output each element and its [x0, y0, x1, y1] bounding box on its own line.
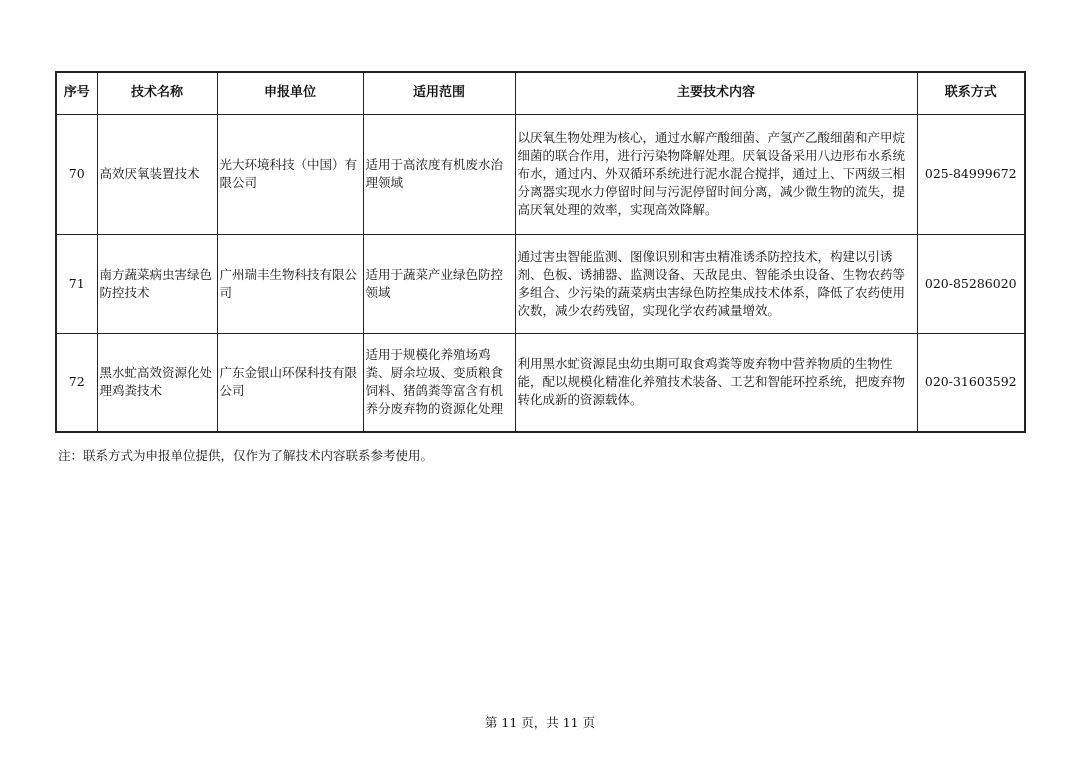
table-row: [56, 333, 1025, 432]
applicant-unit: 广东金银山环保科技有限公司: [217, 333, 363, 432]
table-note: 注：联系方式为申报单位提供，仅作为了解技术内容联系参考使用。: [58, 448, 434, 463]
page-footer: 第 11 页，共 11 页: [484, 715, 596, 730]
header-scope: 适用范围: [363, 72, 515, 114]
tech-content: 以厌氧生物处理为核心，通过水解产酸细菌、产氢产乙酸细菌和产甲烷细菌的联合作用，进行污染物降解处理。厌氧设备采用八边形布水系统布水，通过内、外双循环系统进行泥水混合搅拌，通过上、下两级三相分离器实现水力停留时间与污泥停留时间分离，减少微生物的流失，提高厌氧处理的效率，实现高效降解。: [515, 114, 917, 234]
technology-table: [55, 71, 1026, 433]
header-tech-name: 技术名称: [97, 72, 217, 114]
contact-phone: 025-84999672: [917, 114, 1025, 234]
table-row: [56, 234, 1025, 333]
tech-content: 利用黑水虻资源昆虫幼虫期可取食鸡粪等废弃物中营养物质的生物性能，配以规模化精准化养殖技术装备、工艺和智能环控系统，把废弃物转化成新的资源载体。: [515, 333, 917, 432]
applicant-unit: 广州瑞丰生物科技有限公司: [217, 234, 363, 333]
table-row: [56, 114, 1025, 234]
table-header-row: [56, 72, 1025, 114]
contact-phone: 020-31603592: [917, 333, 1025, 432]
applicable-scope: 适用于规模化养殖场鸡粪、厨余垃圾、变质粮食饲料、猪鸽粪等富含有机养分废弃物的资源化处理: [363, 333, 515, 432]
row-number: 71: [56, 234, 97, 333]
applicant-unit: 光大环境科技（中国）有限公司: [217, 114, 363, 234]
contact-phone: 020-85286020: [917, 234, 1025, 333]
tech-name: 南方蔬菜病虫害绿色防控技术: [97, 234, 217, 333]
applicable-scope: 适用于高浓度有机废水治理领域: [363, 114, 515, 234]
header-contact: 联系方式: [917, 72, 1025, 114]
tech-content: 通过害虫智能监测、图像识别和害虫精准诱杀防控技术，构建以引诱剂、色板、诱捕器、监测设备、天敌昆虫、智能杀虫设备、生物农药等多组合、少污染的蔬菜病虫害绿色防控集成技术体系，降低了农药使用次数，减少农药残留，实现化学农药减量增效。: [515, 234, 917, 333]
header-number: 序号: [56, 72, 97, 114]
header-applicant: 申报单位: [217, 72, 363, 114]
tech-name: 高效厌氧装置技术: [97, 114, 217, 234]
applicable-scope: 适用于蔬菜产业绿色防控领域: [363, 234, 515, 333]
header-content: 主要技术内容: [515, 72, 917, 114]
row-number: 72: [56, 333, 97, 432]
row-number: 70: [56, 114, 97, 234]
tech-name: 黑水虻高效资源化处理鸡粪技术: [97, 333, 217, 432]
